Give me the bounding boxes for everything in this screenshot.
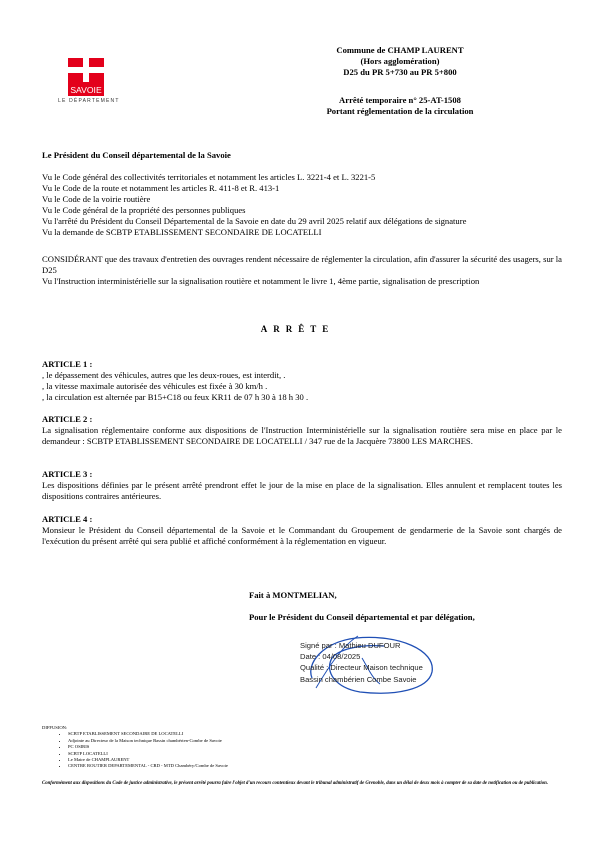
vu-item: Vu le Code de la voirie routière: [42, 193, 151, 204]
signature-quality: Qualité : Directeur Maison technique: [300, 663, 423, 673]
diffusion-item: • PC OSIRIS: [68, 744, 228, 750]
header-arrete: [300, 95, 500, 117]
diffusion-item: • CENTRE ROUTIER DEPARTEMENTAL - CRD - MTD Chambéry/Combe de Savoie: [68, 763, 228, 769]
article-line: , le dépassement des véhicules, autres que les deux-roues, est interdit, .: [42, 369, 286, 380]
article-4: [42, 514, 562, 547]
header-line: D25 du PR 5+730 au PR 5+800: [343, 67, 457, 77]
article-3: [42, 469, 562, 502]
signature-signed-by: Signé par : Mathieu DUFOUR: [300, 641, 401, 650]
header-line: (Hors agglomération): [360, 56, 440, 66]
article-line: , la circulation est alternée par B15+C18 ou feux KR11 de 07 h 30 à 18 h 30 .: [42, 391, 309, 402]
signature-service: Bassin chambérien Combe Savoie: [300, 674, 417, 684]
article-line: Monsieur le Président du Conseil départemental de la Savoie et le Commandant du Groupement de gendarmerie de la Savoie sont chargés de l'exécution du présent arrêté qui sera publié et affiché conformément à la réglementation en vigueur.: [42, 524, 562, 546]
vu-item: Vu le Code général des collectivités territoriales et notamment les articles L. 3221-4 et L. 3221-5: [42, 172, 376, 182]
arrete-number: Arrêté temporaire n° 25-AT-1508: [339, 95, 461, 105]
diffusion-item: • Le Maire de CHAMPLAURENT: [68, 757, 228, 763]
arrete-heading: ARRÊTE: [260, 324, 335, 334]
article-title: ARTICLE 2 :: [42, 414, 93, 424]
logo-subtitle: LE DÉPARTEMENT: [58, 98, 120, 104]
diffusion-item: • SCBTP LOCATELLI: [68, 751, 228, 757]
vu-list: [42, 172, 562, 237]
considerant-block: [42, 254, 562, 287]
legal-note: Conformément aux dispositions du Code de justice administrative, le présent arrêté pourra faire l'objet d'un recours contentieux devant le tribunal administratif de Grenoble, dans un délai de deux mois à compter de sa date de notification ou de publication.: [42, 781, 548, 786]
diffusion-item: • Adjointe au Directeur de la Maison technique Bassin chambérien-Combe de Savoie: [68, 738, 228, 744]
vu-item: Vu le Code général de la propriété des personnes publiques: [42, 204, 246, 215]
president-title: Le Président du Conseil départemental de la Savoie: [42, 150, 231, 160]
vu-item: Vu l'arrêté du Président du Conseil Départemental de la Savoie en date du 29 avril 2025 relatif aux délégations de signature: [42, 215, 467, 226]
signature-block: [300, 640, 423, 685]
article-line: La signalisation réglementaire conforme aux dispositions de l'Instruction Interministérielle sur la signalisation routière sera mise en place par le demandeur : SCBTP ETABLISSEMENT SECONDAIRE DE LOCATELLI / 347 rue de la Jacquère 73800 LES MARCHES.: [42, 424, 562, 446]
logo-cross-horizontal: [68, 67, 104, 73]
vu-item: Vu la demande de SCBTP ETABLISSEMENT SECONDAIRE DE LOCATELLI: [42, 226, 322, 237]
logo-name: SAVOIE: [70, 85, 102, 95]
article-line: Les dispositions définies par le présent arrêté prendront effet le jour de la mise en place de la signalisation. Elles annulent et remplacent toutes les dispositions contraires antérieures.: [42, 479, 562, 501]
diffusion-list: [42, 731, 228, 769]
article-title: ARTICLE 4 :: [42, 514, 93, 524]
diffusion-block: [42, 725, 228, 770]
article-2: [42, 414, 562, 447]
article-1: [42, 359, 562, 403]
considerant: CONSIDÉRANT que des travaux d'entretien des ouvrages rendent nécessaire de réglementer la circulation, afin d'assurer la sécurité des usagers, sur la D25: [42, 254, 562, 275]
header-commune: [300, 45, 500, 78]
delegation: Pour le Président du Conseil départemental et par délégation,: [249, 612, 475, 622]
article-title: ARTICLE 3 :: [42, 469, 93, 479]
vu-item: Vu le Code de la route et notamment les articles R. 411-8 et R. 413-1: [42, 182, 280, 193]
article-title: ARTICLE 1 :: [42, 359, 93, 369]
diffusion-label: DIFFUSION:: [42, 725, 68, 730]
signature-date: Date : 04/08/2025: [300, 652, 361, 662]
article-line: , la vitesse maximale autorisée des véhicules est fixée à 30 km/h .: [42, 380, 268, 391]
arrete-object: Portant réglementation de la circulation: [326, 106, 474, 116]
vu-instruction: Vu l'Instruction interministérielle sur la signalisation routière et notamment le livre 1, 4ème partie, signalisation de prescription: [42, 275, 480, 286]
diffusion-item: • SCBTP ETABLISSEMENT SECONDAIRE DE LOCATELLI: [68, 731, 228, 737]
header-line: Commune de CHAMP LAURENT: [336, 45, 464, 55]
fait-a: Fait à MONTMELIAN,: [249, 590, 337, 600]
